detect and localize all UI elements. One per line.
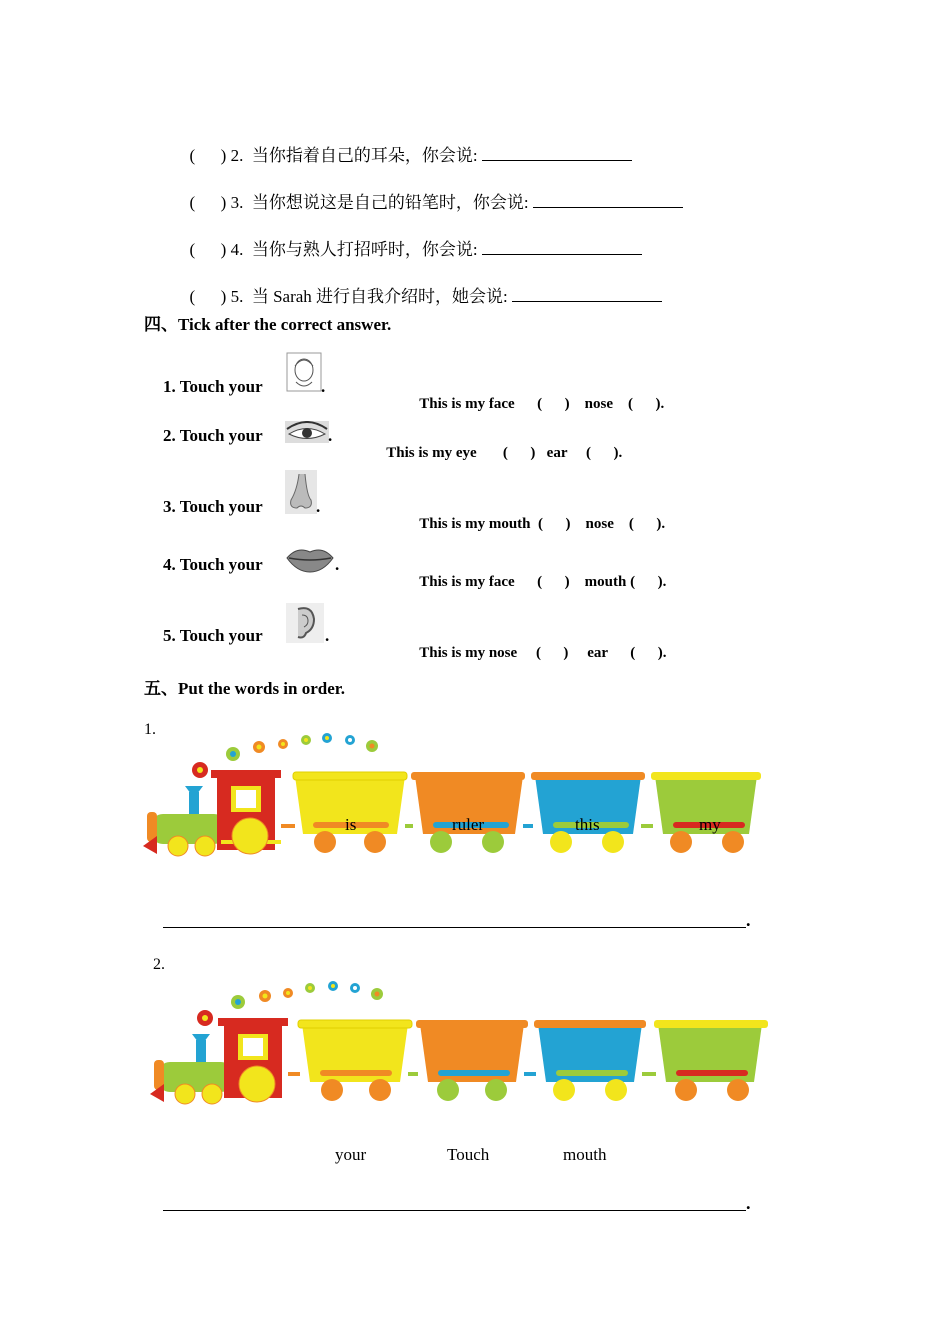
- scrambled-word: my: [699, 815, 721, 834]
- dot: .: [328, 426, 333, 445]
- tick-item-5-answer: [412, 628, 666, 662]
- answer-period: .: [746, 910, 751, 930]
- lips-icon: [285, 544, 335, 574]
- prompt-text: 2. Touch your: [163, 426, 263, 445]
- answer-blank[interactable]: [482, 238, 642, 255]
- tick-paren-1[interactable]: ( ): [502, 445, 536, 461]
- tick-item-5-prompt: [163, 626, 263, 646]
- ear-icon: [286, 603, 324, 643]
- question-number: 5.: [230, 287, 244, 306]
- option-word: nose: [585, 516, 614, 532]
- question-text: 当你与熟人打招呼时，你会说:: [251, 240, 478, 259]
- face-icon: [286, 352, 322, 392]
- prompt-text: 1. Touch your: [163, 377, 263, 396]
- scrambled-word: is: [345, 815, 357, 834]
- answer-line-1[interactable]: [163, 927, 746, 928]
- question-3: [181, 168, 683, 213]
- prompt-text: 4. Touch your: [163, 555, 263, 574]
- tick-item-3-prompt: [163, 497, 263, 517]
- question-text: 当你想说这是自己的铅笔时，你会说:: [251, 193, 529, 212]
- scrambled-word: mouth: [563, 1145, 607, 1164]
- train-illustration-2: [150, 978, 775, 1108]
- option-word: nose: [584, 396, 613, 412]
- question-4: [181, 215, 642, 260]
- question-number: 3.: [230, 193, 244, 212]
- tick-item-3-answer: [412, 499, 665, 533]
- question-number-2: 2.: [153, 956, 165, 973]
- tick-paren-2[interactable]: ( ).: [628, 516, 666, 532]
- prompt-text: 5. Touch your: [163, 626, 263, 645]
- question-5: [181, 262, 662, 307]
- dot: .: [316, 497, 321, 516]
- tick-item-1-prompt: [163, 377, 263, 397]
- tick-paren-2[interactable]: ( ).: [630, 645, 667, 661]
- section-5-title: 五、Put the words in order.: [144, 679, 346, 698]
- tick-item-2-prompt: [163, 426, 263, 446]
- tick-paren-1[interactable]: ( ): [535, 645, 569, 661]
- option-word: ear: [546, 445, 568, 461]
- question-number-1: 1.: [144, 721, 156, 738]
- tick-paren-2[interactable]: ( ).: [630, 574, 667, 590]
- option-word: ear: [587, 645, 608, 661]
- dot: .: [335, 555, 340, 574]
- dot: .: [321, 377, 326, 396]
- dot: .: [325, 626, 330, 645]
- tick-paren-2[interactable]: ( ).: [628, 396, 665, 412]
- answer-paren[interactable]: ( ): [189, 193, 227, 212]
- question-number: 4.: [230, 240, 244, 259]
- scrambled-word: ruler: [452, 815, 485, 834]
- answer-sentence: This is my mouth: [419, 516, 531, 532]
- answer-sentence: This is my face: [419, 574, 515, 590]
- scrambled-word: Touch: [447, 1145, 490, 1164]
- prompt-text: 3. Touch your: [163, 497, 263, 516]
- tick-item-2-answer: [379, 428, 622, 462]
- train-illustration-1: [143, 730, 773, 860]
- option-word: mouth: [584, 574, 627, 590]
- answer-paren[interactable]: ( ): [189, 146, 227, 165]
- question-text: 当 Sarah 进行自我介绍时，她会说:: [251, 287, 508, 306]
- answer-paren[interactable]: ( ): [189, 240, 227, 259]
- nose-icon: [285, 470, 317, 514]
- answer-sentence: This is my eye: [386, 445, 477, 461]
- tick-paren-1[interactable]: ( ): [538, 516, 571, 532]
- question-text: 当你指着自己的耳朵，你会说:: [251, 146, 478, 165]
- answer-blank[interactable]: [512, 285, 662, 302]
- section-4-title: 四、Tick after the correct answer.: [144, 315, 392, 334]
- answer-blank[interactable]: [533, 191, 683, 208]
- tick-paren-2[interactable]: ( ).: [585, 445, 623, 461]
- answer-period: .: [746, 1193, 751, 1213]
- tick-paren-1[interactable]: ( ): [537, 574, 570, 590]
- answer-paren[interactable]: ( ): [189, 287, 227, 306]
- answer-blank[interactable]: [482, 144, 632, 161]
- tick-paren-1[interactable]: ( ): [537, 396, 570, 412]
- answer-sentence: This is my face: [419, 396, 515, 412]
- answer-sentence: This is my nose: [419, 645, 518, 661]
- scrambled-word: your: [335, 1145, 367, 1164]
- answer-line-2[interactable]: [163, 1210, 746, 1211]
- tick-item-1-answer: [412, 379, 664, 413]
- question-2: [181, 121, 632, 166]
- question-number: 2.: [230, 146, 244, 165]
- tick-item-4-prompt: [163, 555, 263, 575]
- tick-item-4-answer: [412, 557, 666, 591]
- eye-icon: [285, 421, 329, 443]
- scrambled-word: this: [575, 815, 600, 834]
